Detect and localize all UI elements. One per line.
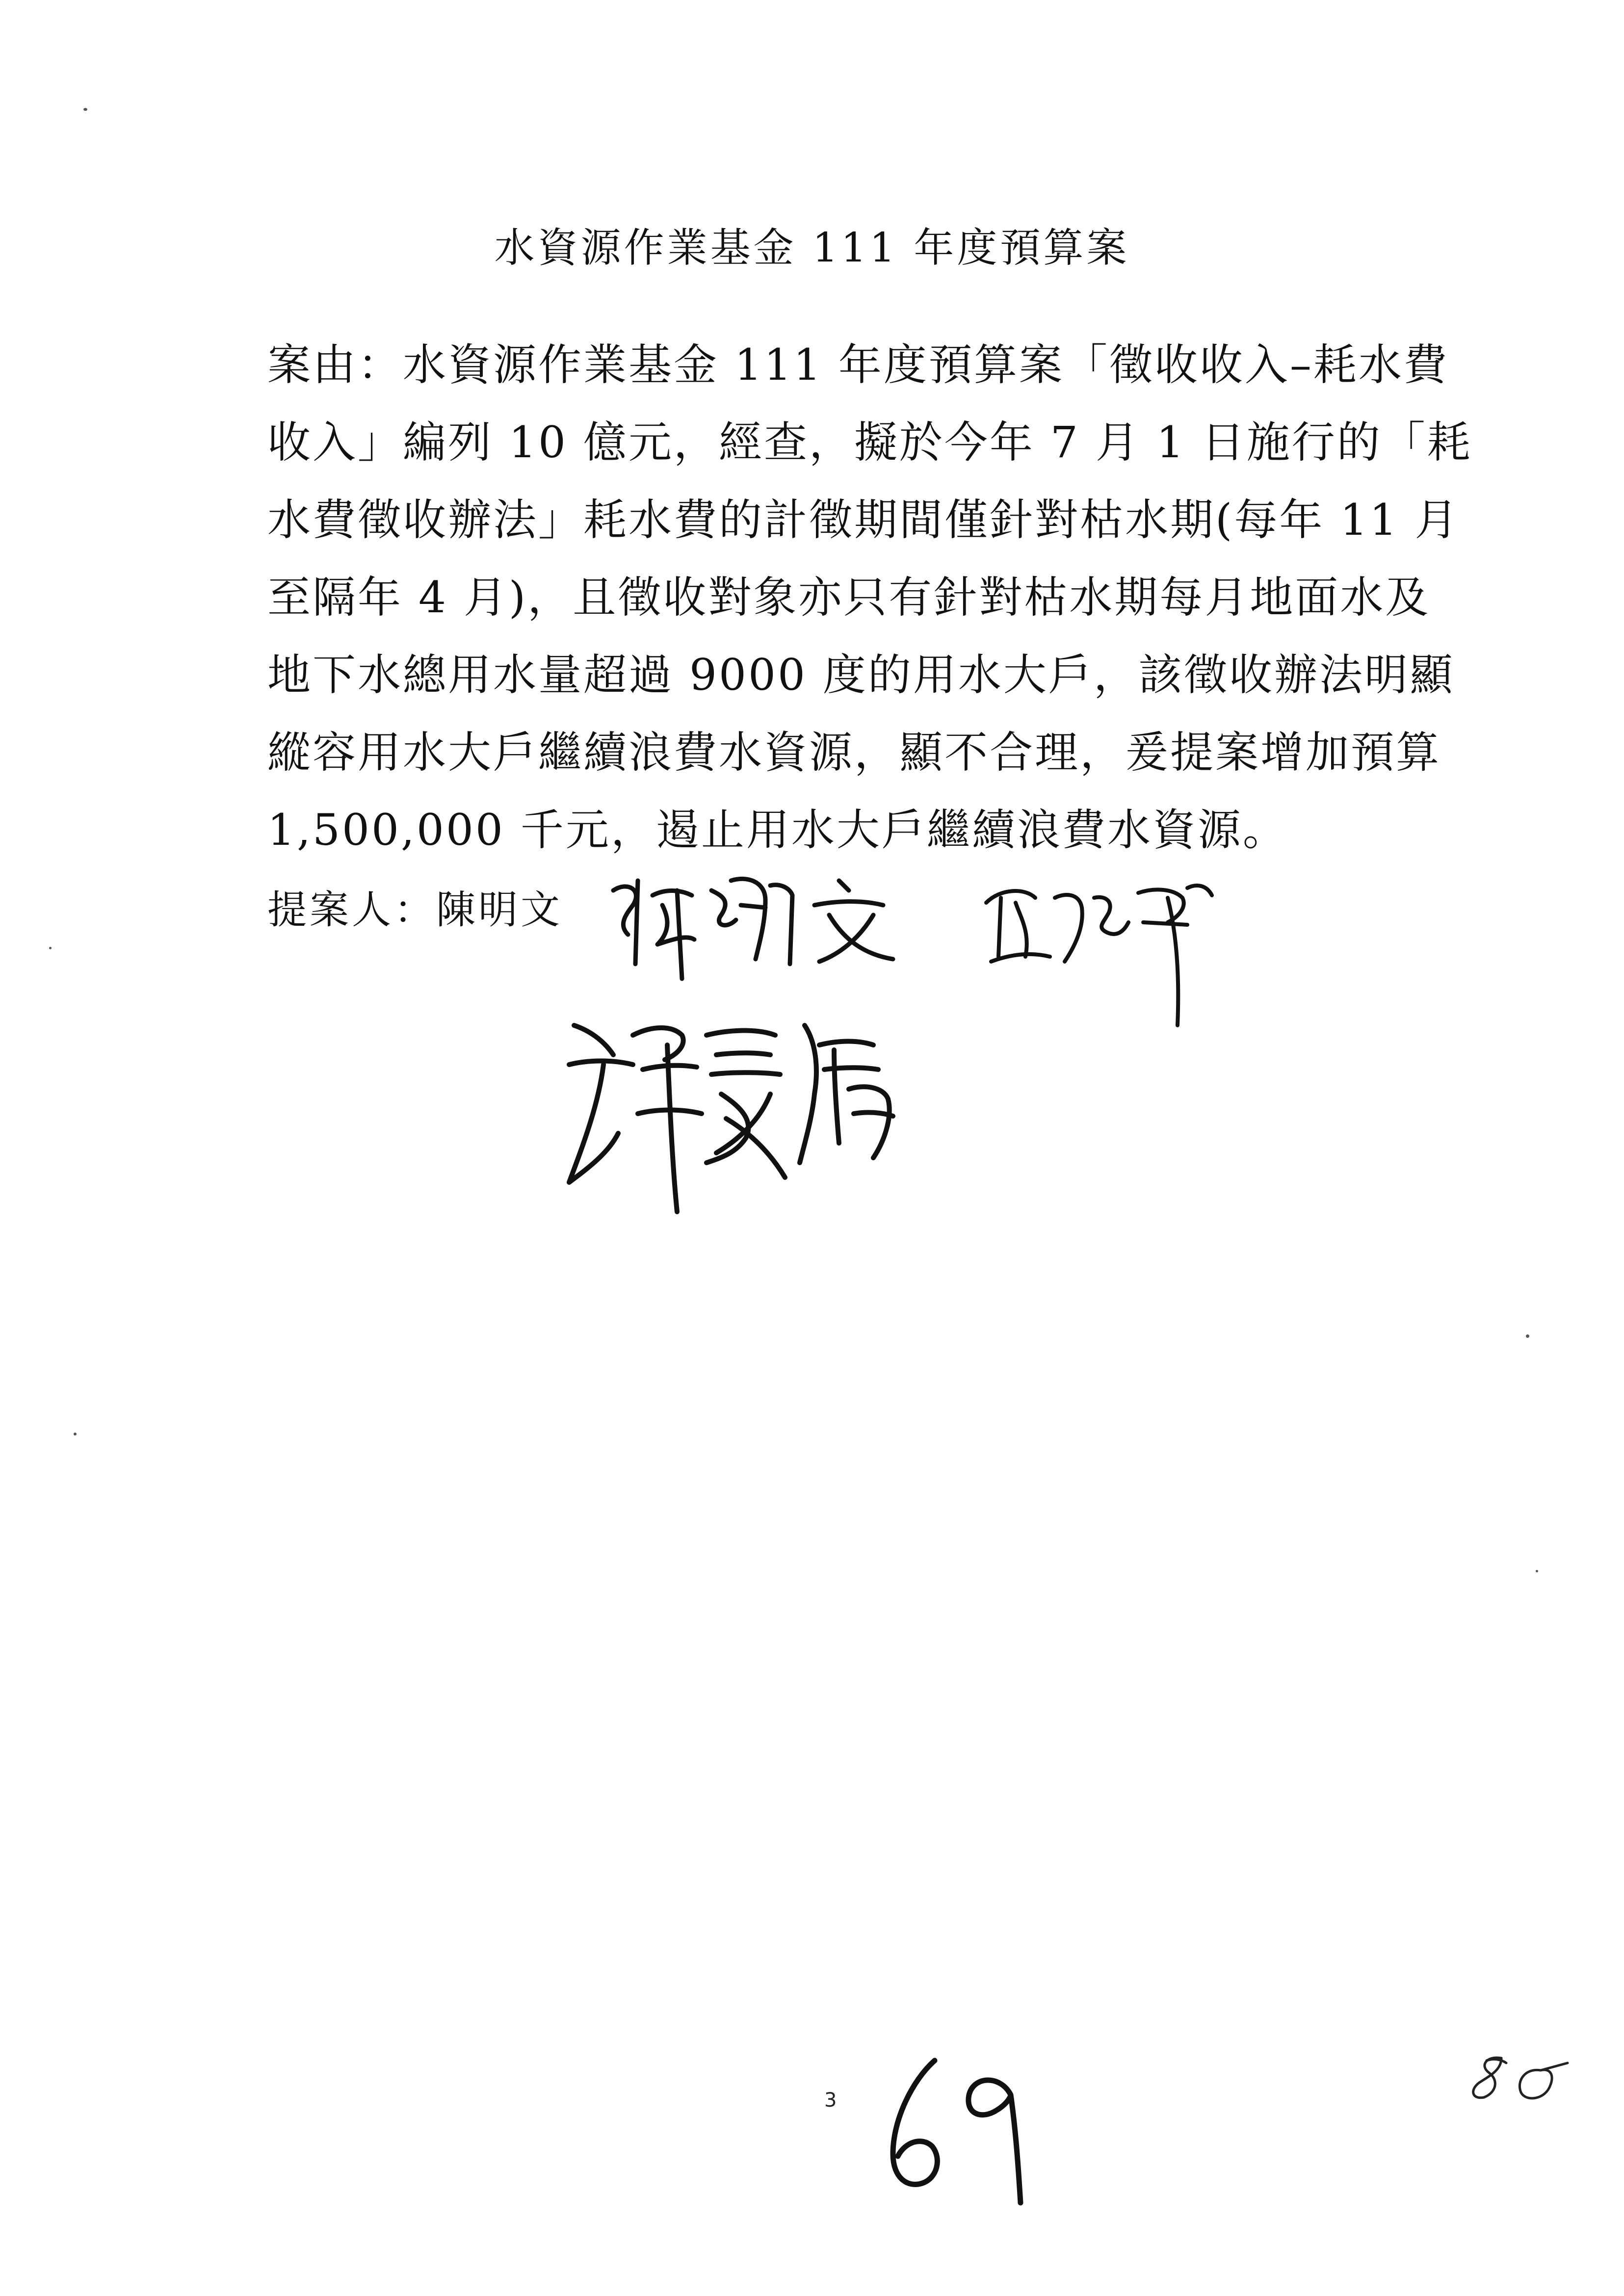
- body-line: 水費徵收辦法」耗水費的計徵期間僅針對枯水期(每年 11 月: [267, 495, 1460, 545]
- body-line: 案由：水資源作業基金 111 年度預算案「徵收收入–耗水費: [267, 339, 1449, 390]
- scan-speck: [74, 1433, 77, 1435]
- signature-qiu-zhiwei: [981, 868, 1227, 1030]
- body-line: 1,500,000 千元，遏止用水大戶繼續浪費水資源。: [267, 805, 1288, 855]
- proposal-body: [267, 326, 1472, 869]
- body-line: 縱容用水大戶繼續浪費水資源，顯不合理，爰提案增加預算: [267, 727, 1441, 778]
- scan-speck: [1536, 1570, 1538, 1572]
- scan-speck: [1526, 1334, 1529, 1338]
- signature-xu-shuhua: [559, 1006, 932, 1231]
- signature-chen-mingwen: [608, 861, 913, 989]
- body-line: 收入」編列 10 億元，經查，擬於今年 7 月 1 日施行的「耗: [267, 417, 1472, 468]
- document-title: 水資源作業基金 111 年度預算案: [494, 225, 1130, 271]
- handwritten-page-number: [878, 2051, 1035, 2208]
- body-line: 地下水總用水量超過 9000 度的用水大戶，該徵收辦法明顯: [267, 650, 1455, 700]
- proposer-label: 提案人：陳明文: [267, 887, 563, 933]
- scan-speck: [49, 947, 52, 949]
- body-line: 至隔年 4 月)，且徵收對象亦只有針對枯水期每月地面水及: [267, 572, 1431, 623]
- page-number: 3: [824, 2089, 837, 2112]
- handwritten-corner-mark: [1467, 2051, 1575, 2110]
- scan-speck: [83, 108, 87, 111]
